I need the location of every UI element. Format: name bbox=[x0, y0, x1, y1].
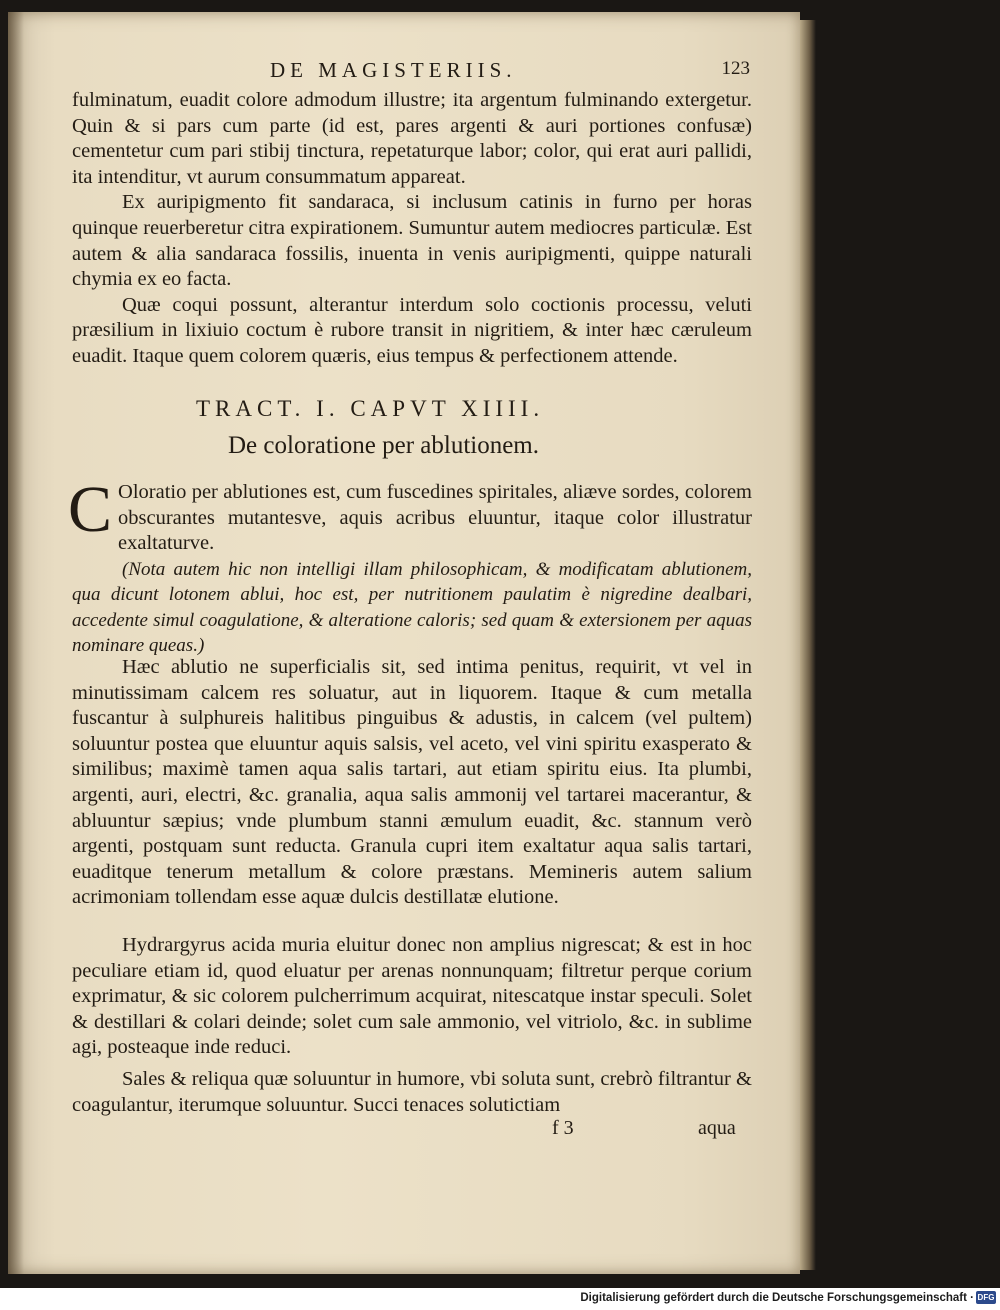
paragraph: Hydrargyrus acida muria eluitur donec non amplius nigrescat; & est in hoc peculiare etiam id, quod eluatur per arenas nonnunquam; filtretur perque corium exprimatur, & sic colorem pulcherrimum acquirat, nitescatque instar speculi. Solet & destillari & colari deinde; solet cum sale ammonio, vel vitriolo, &c. in sublime agi, posteaque inde reduci. bbox=[72, 934, 752, 1059]
chapter-first-paragraph bbox=[68, 473, 752, 658]
paragraph: Quæ coqui possunt, alterantur interdum solo coctionis processu, veluti præsilium in lixiuio coctum è rubore transit in nigritiem, & inter hæc cæruleum euadit. Itaque quem colorem quæris, eius tempus & perfectionem attende. bbox=[72, 293, 752, 367]
gutter-shadow bbox=[8, 12, 24, 1274]
catchword: aqua bbox=[698, 1117, 736, 1139]
chapter-heading: TRACT. I. CAPVT XIIII. bbox=[196, 396, 545, 421]
text-block-upper bbox=[72, 88, 752, 370]
page-header bbox=[270, 58, 750, 88]
page-number: 123 bbox=[721, 58, 750, 79]
page-edge bbox=[800, 20, 816, 1270]
italic-note: (Nota autem hic non intelligi illam philosophicam, & modificatam ablutionem, qua dicunt lotonem ablui, hoc est, per nutritionem paulatim è nigredine dealbari, accedente simul coagulatione, & alteratione caloris; sed quam & extersionem per aquas nominare queas.) bbox=[72, 558, 752, 656]
paragraph: fulminatum, euadit colore admodum illustre; ita argentum fulminando extergetur. Quin & si pars cum parte (id est, pares argenti & auri portiones confusæ) cementetur cum pari stibij tinctura, repetaturque labor; color, qui erat auri pallidi, ita intenditur, vt aurum consummatum appareat. bbox=[72, 89, 752, 188]
signature-mark: f 3 bbox=[552, 1117, 574, 1139]
paragraph: Ex auripigmento fit sandaraca, si inclusum catinis in furno per horas quinque reuerberetur citra expirationem. Sumuntur autem mediocres particulæ. Est autem & alia sandaraca fossilis, inuenta in venis auripigmenti, quippe naturali chymia ex eo facta. bbox=[72, 191, 752, 291]
paragraph: Oloratio per ablutiones est, cum fuscedines spiritales, aliæve sordes, colorem obscurantes mutantesve, aquis acribus eluuntur, itaque color illustratur exaltaturve. bbox=[118, 481, 752, 555]
chapter-title: De coloratione per ablutionem. bbox=[228, 432, 539, 459]
text-block-lower bbox=[72, 933, 752, 1061]
paragraph: Hæc ablutio ne superficialis sit, sed intima penitus, requirit, vt vel in minutissimam calcem res soluatur, aut in liquorem. Itaque & cum metalla fuscantur à sulphureis halitibus pinguibus & adustis, in calcem (vel pultem) soluuntur postea que eluuntur aquis salsis, vel aceto, vel vini spiritu exasperato & similibus; maximè tamen aqua salis tartari, aut etiam spiritu eius. Ita plumbi, argenti, auri, electri, &c. granalia, aqua salis ammonij vel tartarei macerantur, & abluuntur sæpius; vnde plumbum stanni æmulum euadit, &c. stannum verò argenti, postquam sunt reducta. Granula cupri item exaltatur aqua salis tartari, euaditque tenerum metallum & colore præstans. Memineris autem salium acrimoniam tollendam esse aquæ dulcis destillatæ elutione. bbox=[72, 656, 752, 909]
text-block-middle bbox=[72, 655, 752, 911]
text-block-last bbox=[72, 1067, 752, 1118]
dfg-logo-icon: DFG bbox=[977, 1293, 995, 1302]
funding-credit: Digitalisierung gefördert durch die Deutsche Forschungsgemeinschaft · bbox=[580, 1292, 974, 1304]
paragraph: Sales & reliqua quæ soluuntur in humore, vbi soluta sunt, crebrò filtrantur & coagulantur, iterumque soluuntur. Succi tenaces solutictiam bbox=[72, 1068, 752, 1116]
drop-capital: C bbox=[68, 473, 113, 546]
running-head: DE MAGISTERIIS. bbox=[270, 58, 517, 82]
